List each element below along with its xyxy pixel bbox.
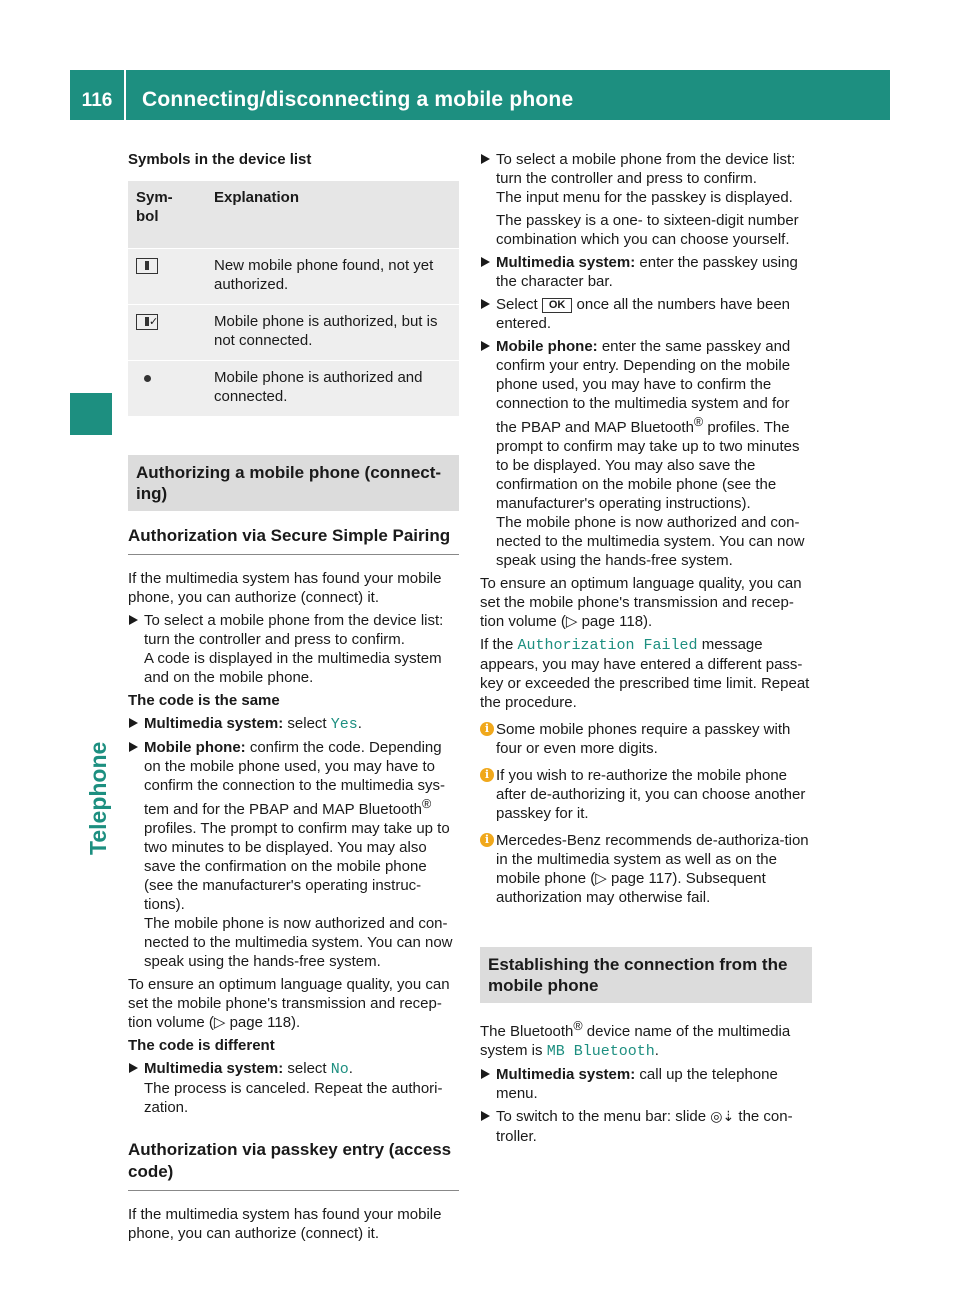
establish-step-1-text: call up the telephone menu. [496, 1066, 778, 1102]
yes-option-code: Yes [330, 716, 358, 733]
passkey-step-2-label: Multimedia system: [496, 254, 636, 271]
same-step-1-text: select [287, 715, 327, 732]
same-step-1-label: Multimedia system: [144, 715, 284, 732]
passkey-step-4-result: The mobile phone is now authorized and con-nected to the multimedia system. You can now speak using the hands-free system. [496, 514, 805, 569]
no-option-code: No [330, 1061, 349, 1078]
info-note-2 [480, 766, 812, 823]
note-2-text: If you wish to re-authorize the mobile phone after de-authorizing it, you can choose another passkey for it. [496, 767, 806, 822]
passkey-step-1 [480, 150, 812, 249]
code-different-heading: The code is different [128, 1037, 275, 1054]
passkey-heading: Authorization via passkey entry (access code) [128, 1139, 459, 1191]
row-explanation: Mobile phone is authorized and connected. [214, 369, 423, 405]
page-ref-link[interactable]: page 118 [581, 613, 644, 630]
establish-step-1 [480, 1065, 812, 1103]
symbols-table [128, 181, 459, 417]
header-bar [70, 70, 890, 120]
mb-bluetooth-code: MB Bluetooth [546, 1043, 655, 1060]
registered-mark: ® [421, 797, 432, 811]
bt-name-pre: The Bluetooth [480, 1023, 574, 1040]
quality-text: To ensure an optimum language quality, you can set the mobile phone's transmission and recep-tion volume ( [128, 976, 450, 1031]
page-ref-arrow-icon: ▷ [565, 613, 578, 630]
passkey-step-2-text: enter the passkey using the character bar. [496, 254, 798, 290]
page-ref-arrow-icon: ▷ [213, 1014, 226, 1031]
establishing-heading: Establishing the connection from the mobile phone [480, 947, 812, 1003]
quality-paragraph-right [480, 574, 812, 631]
explanation-column-header: Explanation [214, 189, 300, 206]
right-column [480, 150, 812, 1146]
page-title: Connecting/disconnecting a mobile phone [142, 88, 574, 111]
dot-icon [144, 375, 151, 382]
passkey-step-1-result: The input menu for the passkey is displayed. [496, 189, 793, 206]
quality-end: ). [291, 1014, 301, 1031]
note-3-pre: Mercedes-Benz recommends de-authoriza-tion in the multimedia system as well as on the mobile phone ( [496, 832, 809, 887]
table-row [128, 305, 459, 361]
same-step-2-result: The mobile phone is now authorized and con-nected to the multimedia system. You can now speak using the hands-free system. [144, 915, 453, 970]
same-step-1: Multimedia system: select Yes. [128, 714, 459, 734]
code-same-heading: The code is the same [128, 692, 280, 709]
ssp-step-1-text: To select a mobile phone from the device list: turn the controller and press to confirm. [144, 612, 444, 648]
failed-post: message appears, you may have entered a different pass-key or exceeded the prescribed time limit. Repeat the procedure. [480, 636, 810, 711]
authorization-failed-code: Authorization Failed [517, 637, 698, 654]
bt-name-paragraph [480, 1017, 812, 1061]
info-note-3 [480, 831, 812, 907]
quality-end-right: ). [643, 613, 653, 630]
table-row [128, 249, 459, 305]
ok-key-icon: OK [542, 298, 573, 313]
info-note-1 [480, 720, 812, 758]
page-ref-link[interactable]: page 117 [610, 870, 673, 887]
auth-failed-paragraph [480, 635, 812, 712]
page-number: 116 [70, 70, 126, 120]
left-column [128, 150, 459, 1243]
same-step-2-text-2: profiles. The prompt to confirm may take up to two minutes to be displayed. You may also save the confirmation on the mobile phone (see the manufacturer's operating instruc-tions). [144, 820, 450, 913]
info-icon: i [480, 833, 494, 847]
side-tab-label: Telephone [85, 741, 111, 855]
quality-paragraph [128, 975, 459, 1032]
diff-step-1-text: select [287, 1060, 327, 1077]
row-explanation: New mobile phone found, not yet authorized. [214, 257, 434, 293]
authorizing-heading: Authorizing a mobile phone (connect-ing) [128, 455, 459, 511]
ssp-intro: If the multimedia system has found your mobile phone, you can authorize (connect) it. [128, 570, 442, 606]
passkey-step-1-note: The passkey is a one- to sixteen-digit number combination which you can choose yourself. [496, 212, 799, 248]
passkey-step-4-text: enter the same passkey and confirm your entry. Depending on the mobile phone used, you may have to confirm the connection to the multimedia system and for the PBAP and MAP Bluetooth [496, 338, 791, 436]
bt-name-mid: device name of the multimedia system is [480, 1023, 791, 1059]
symbols-caption: Symbols in the device list [128, 151, 312, 168]
same-step-2-text: confirm the code. Depending on the mobile phone used, you may have to confirm the connection to the multimedia sys-tem and for the PBAP and MAP Bluetooth [144, 739, 445, 818]
side-tab-marker [70, 393, 112, 435]
row-explanation: Mobile phone is authorized, but is not connected. [214, 313, 438, 349]
phone-icon [136, 258, 158, 274]
diff-step-1-label: Multimedia system: [144, 1060, 284, 1077]
table-row [128, 361, 459, 417]
passkey-step-4 [480, 337, 812, 570]
symbol-column-header: Sym- bol [136, 189, 173, 225]
passkey-step-4-text-2: profiles. The prompt to confirm may take up to two minutes to be displayed. You may also save the confirmation on the mobile phone (see the manufacturer's operating instructions). [496, 419, 800, 512]
diff-step-1: Multimedia system: select No. The process is canceled. Repeat the authori-zation. [128, 1059, 459, 1117]
page-ref-arrow-icon: ▷ [595, 870, 607, 887]
controller-slide-down-icon: ◎⇣ [710, 1109, 735, 1125]
registered-mark: ® [573, 1019, 583, 1033]
establish-step-2-post: the con-troller. [496, 1108, 793, 1145]
same-step-2-label: Mobile phone: [144, 739, 246, 756]
registered-mark: ® [693, 415, 704, 429]
failed-pre: If the [480, 636, 514, 653]
note-1-text: Some mobile phones require a passkey with four or even more digits. [496, 721, 791, 757]
passkey-step-2 [480, 253, 812, 291]
note-3-post: ). Subsequent authorization may otherwise fail. [496, 870, 766, 906]
info-icon: i [480, 768, 494, 782]
table-header-row [128, 181, 459, 249]
ssp-heading: Authorization via Secure Simple Pairing [128, 525, 459, 555]
passkey-step-1-text: To select a mobile phone from the device list: turn the controller and press to confirm. [496, 151, 796, 187]
passkey-step-3 [480, 295, 812, 333]
establish-step-1-label: Multimedia system: [496, 1066, 636, 1083]
phone-check-icon [136, 314, 158, 330]
bt-name-end: . [654, 1042, 659, 1059]
diff-step-1-result: The process is canceled. Repeat the authori-zation. [144, 1080, 443, 1116]
passkey-step-3-post: once all the numbers have been entered. [496, 296, 791, 332]
info-icon: i [480, 722, 494, 736]
establish-step-2-pre: To switch to the menu bar: slide [496, 1108, 707, 1125]
passkey-intro: If the multimedia system has found your mobile phone, you can authorize (connect) it. [128, 1206, 442, 1242]
ssp-step-1 [128, 611, 459, 687]
ssp-step-1-result: A code is displayed in the multimedia system and on the mobile phone. [144, 650, 442, 686]
establish-step-2 [480, 1107, 812, 1146]
page-ref-link[interactable]: page 118 [229, 1014, 292, 1031]
quality-text-right: To ensure an optimum language quality, you can set the mobile phone's transmission and recep-tion volume ( [480, 575, 802, 630]
passkey-step-3-pre: Select [496, 296, 538, 313]
passkey-step-4-label: Mobile phone: [496, 338, 598, 355]
same-step-2 [128, 738, 459, 971]
